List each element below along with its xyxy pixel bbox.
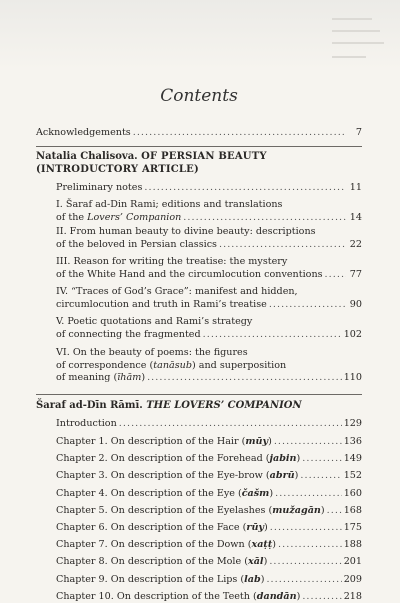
toc-entry-label: II. From human beauty to divine beauty: descriptions [56,226,316,237]
toc-page-number: 7 [355,127,362,138]
toc-entry[interactable] [56,226,362,251]
toc-entry-label: Acknowledgements [36,127,131,138]
toc-entry-label: Chapter 3. On description of the Eye-brow (abrū) [56,470,299,482]
leader-dots [266,574,341,587]
leader-dots [133,127,346,140]
toc-entry-label: of meaning (īhām) [56,372,146,383]
toc-page-number: 90 [349,298,362,310]
toc-entry-label: of the beloved in Persian classics [56,238,217,250]
toc-entry-chapter[interactable] [56,522,362,535]
toc-entry-label: of the White Hand and the circumlocution conventions [56,268,323,280]
toc-entry[interactable] [56,316,362,341]
toc-page-number: 136 [343,436,362,447]
toc-entry-label: Chapter 1. On description of the Hair (mūy) [56,436,272,447]
toc-page-number: 77 [349,268,362,280]
toc-entry-label: V. Poetic quotations and Rami’s strategy [56,316,253,327]
toc-page-number: 152 [343,470,362,482]
toc-entry[interactable] [56,286,362,311]
toc-page-number: 11 [349,182,362,193]
part2-heading [36,400,362,413]
leader-dots [270,522,342,535]
leader-dots [269,556,341,569]
toc-page-number: 175 [343,522,362,533]
leader-dots [203,329,342,342]
toc-entry-label: Introduction [56,418,117,429]
toc-entry-label: Chapter 10. On description of the Teeth (dandān) [56,590,301,602]
toc-page-number: 149 [343,453,362,465]
toc-entry[interactable] [56,347,362,385]
toc-page-number: 14 [349,211,362,223]
toc-entry[interactable] [56,199,362,224]
toc-entry-label: III. Reason for writing the treatise: the mystery [56,256,288,267]
leader-dots [325,269,346,282]
toc-entry-chapter[interactable] [56,505,362,518]
toc-entry-chapter[interactable] [56,488,362,501]
section-rule [36,146,362,147]
toc-entry-chapter[interactable] [56,470,362,483]
part1-heading [36,151,362,176]
part1-title-line1: OF PERSIAN BEAUTY [141,151,267,162]
toc-page-number: 102 [343,328,362,340]
previous-page-bleed [0,0,400,70]
toc-entry[interactable] [56,182,362,195]
toc-page-number: 22 [349,238,362,250]
toc-page-number: 201 [343,556,362,568]
leader-dots [144,182,346,195]
toc-page-number: 209 [343,573,362,585]
bleed-mark [332,42,384,44]
toc-entry[interactable] [56,256,362,281]
toc-entry-label: Chapter 9. On description of the Lips (lab) [56,573,265,585]
bleed-mark [332,18,372,20]
bleed-mark [332,56,366,58]
toc-entry-label: IV. “Traces of God’s Grace”: manifest and hidden, [56,286,298,297]
part1-title-line2: (INTRODUCTORY ARTICLE) [36,163,199,175]
toc-entry-label: Chapter 5. On description of the Eyelashes (mužagān) [56,504,325,516]
toc-entry-label: I. Šaraf ad-Din Rami; editions and translations [56,199,283,210]
toc-entry-label: of the Lovers’ Companion [56,211,182,223]
part2-title: THE LOVERS’ COMPANION [146,400,302,411]
leader-dots [302,591,341,603]
leader-dots [119,418,342,431]
toc-entry-label: Chapter 8. On description of the Mole (xāl) [56,556,268,568]
toc-entry-chapter[interactable] [56,453,362,466]
toc-entry-chapter[interactable] [56,574,362,587]
leader-dots [183,212,346,225]
toc-entry-label: of correspondence (tanāsub) and superposition [56,359,287,371]
leader-dots [219,239,346,252]
toc-page-number: 218 [343,590,362,602]
toc-page-number: 160 [343,487,362,499]
toc-entry-label: Chapter 4. On description of the Eye (čašm) [56,487,274,499]
toc-entry-label: Preliminary notes [56,182,143,193]
toc-entry-chapter[interactable] [56,539,362,552]
toc-entry-label: of connecting the fragmented [56,328,201,340]
toc-entry-acknowledgements[interactable] [36,127,362,140]
toc-entry-introduction[interactable] [56,418,362,431]
toc-entry-label: VI. On the beauty of poems: the figures [56,347,248,358]
leader-dots [275,488,342,501]
toc-entry-label: Chapter 7. On description of the Down (xaṭṭ) [56,539,277,551]
leader-dots [278,539,342,552]
toc-entry-chapter[interactable] [56,436,362,449]
toc-page-number: 188 [343,539,362,551]
leader-dots [300,470,341,483]
part2-author: Šaraf ad-Dīn Rāmī. [36,400,143,411]
leader-dots [302,453,341,466]
leader-dots [147,372,342,385]
section-rule [36,394,362,395]
toc-entry-label: Chapter 6. On description of the Face (rūy) [56,522,268,533]
toc-entry-chapter[interactable] [56,556,362,569]
leader-dots [274,436,342,449]
toc-entry-chapter[interactable] [56,591,362,603]
toc-entry-label: Chapter 2. On description of the Forehead (jabin) [56,453,301,465]
leader-dots [327,505,342,518]
bleed-mark [332,30,380,32]
toc-entry-label: circumlocution and truth in Rami’s treatise [56,298,267,310]
toc-page-number: 110 [343,372,362,383]
toc-page-number: 168 [343,504,362,516]
part1-author: Natalia Chalisova. [36,151,138,162]
toc-page-number: 129 [343,418,362,429]
page-title: Contents [160,86,238,106]
leader-dots [269,299,346,312]
